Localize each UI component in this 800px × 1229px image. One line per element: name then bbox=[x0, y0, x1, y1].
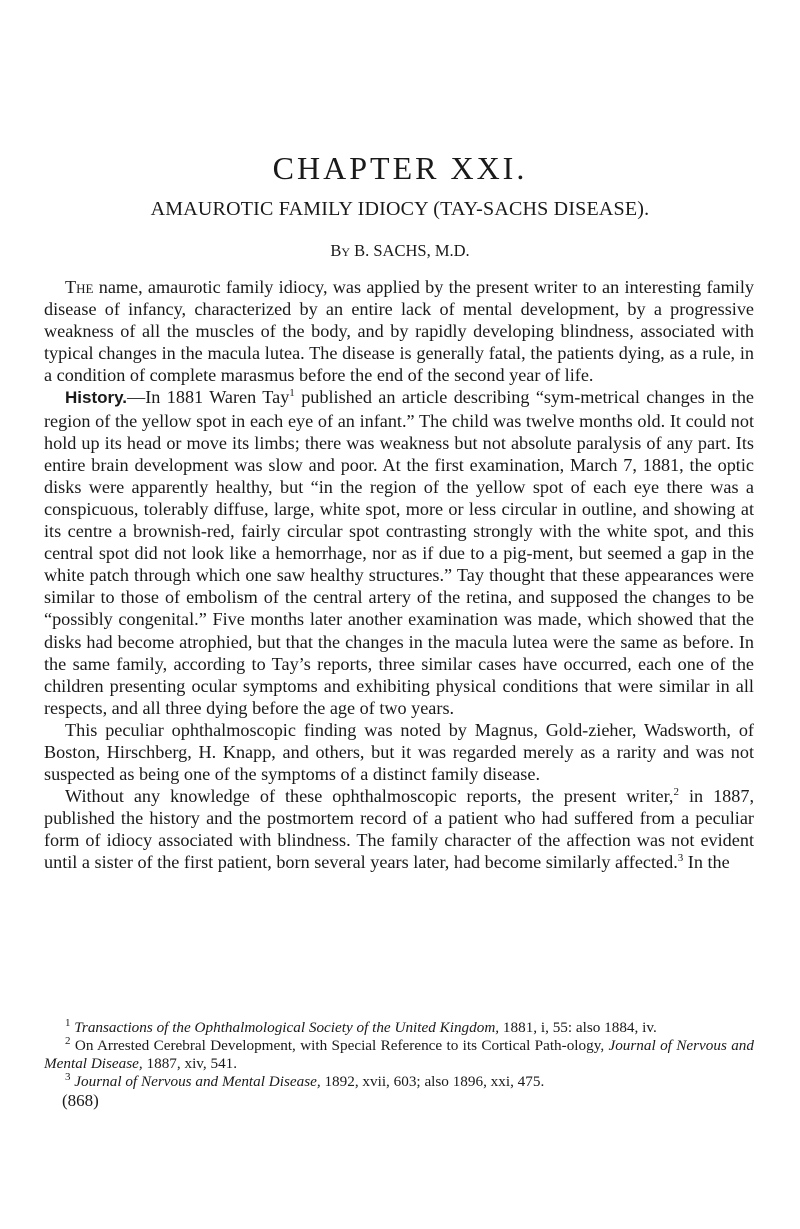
footnote-num: 3 bbox=[65, 1070, 71, 1083]
footnote-detail: 1881, i, 55: also 1884, iv. bbox=[499, 1019, 657, 1036]
chapter-heading: CHAPTER XXI. bbox=[272, 150, 528, 186]
history-text-a: —In 1881 Waren Tay bbox=[127, 387, 290, 408]
footnote-num: 1 bbox=[65, 1016, 71, 1029]
byline-author: B. SACHS, M.D. bbox=[354, 241, 470, 260]
footnote-2 bbox=[44, 1034, 754, 1073]
footnote-1 bbox=[44, 1016, 754, 1037]
intro-paragraph bbox=[44, 276, 754, 386]
intro-text: name, amaurotic family idiocy, was applied by the present writer to an interesting family disease of infancy, characterized by an entire lack of mental development, by a progressive weakness of all the muscles of the body, and by rapidly developing blindness, associated with typical changes in the macula lutea. The disease is generally fatal, the patients dying, as a rule, in a condition of complete marasmus before the end of the second year of life. bbox=[44, 277, 754, 386]
footnote-detail: 1887, xiv, 541. bbox=[142, 1055, 238, 1072]
footnotes bbox=[44, 1016, 754, 1091]
footnote-ref-1: 1 bbox=[289, 387, 295, 400]
para4-text-b: in 1887, published the history and the postmortem record of a patient who had suffered from a peculiar form of idiocy associated with blindness. The family character of the affection was not evident until a sister of the first patient, born several years later, had become similarly affected. bbox=[44, 786, 754, 873]
footnote-3 bbox=[44, 1070, 754, 1091]
para4-text-c: In the bbox=[683, 852, 730, 873]
footnote-num: 2 bbox=[65, 1034, 71, 1047]
author-byline bbox=[0, 241, 800, 261]
main-text bbox=[44, 276, 754, 874]
footnote-ref-3: 3 bbox=[677, 852, 684, 865]
ophthalmoscopic-paragraph: This peculiar ophthalmoscopic finding was noted by Magnus, Gold-zieher, Wadsworth, of Boston, Hirschberg, H. Knapp, and others, but it was regarded merely as a rarity and was not suspected as being one of the symptoms of a distinct family disease. bbox=[44, 719, 754, 785]
footnote-source: Journal of Nervous and Mental Disease, bbox=[74, 1073, 321, 1090]
page-number: (868) bbox=[62, 1091, 99, 1110]
history-heading: History. bbox=[65, 388, 128, 408]
footnote-source: Transactions of the Ophthalmological Society of the United Kingdom, bbox=[74, 1019, 500, 1036]
intro-lead-word: The bbox=[65, 277, 94, 297]
footnote-ref-2: 2 bbox=[673, 786, 679, 799]
history-paragraph bbox=[44, 386, 754, 718]
footnote-source: Journal of Nervous and Mental Disease, bbox=[44, 1037, 754, 1072]
byline-by: By bbox=[330, 241, 350, 260]
footnote-detail: 1892, xvii, 603; also 1896, xxi, 475. bbox=[320, 1073, 545, 1090]
chapter-title: AMAUROTIC FAMILY IDIOCY (TAY-SACHS DISEASE). bbox=[150, 198, 650, 220]
history-text-b: published an article describing “sym-metrical changes in the region of the yellow spot in each eye of an infant.” The child was twelve months old. It could not hold up its head or move its limbs; there was weakness but not absolute paralysis of any part. Its entire brain development was slow and poor. At the first examination, March 7, 1881, the optic disks were apparently healthy, but “in the region of the yellow spot of each eye there was a conspicuous, tolerably diffuse, large, white spot, more or less circular in outline, and showing at its centre a brownish-red, fairly circular spot contrasting strongly with the white spot, and this central spot did not look like a hemorrhage, nor as if due to a pig-ment, but seemed a gap in the white patch through which one saw healthy structures.” Tay thought that these appearances were similar to those of embolism of the central artery of the retina, and supposed the changes to be “possibly congenital.” Five months later another examination was made, which showed that the disks had become atrophied, but that the changes in the macula lutea were the same as before. In the same family, according to Tay’s reports, three similar cases have occurred, each one of the children presenting ocular symptoms and exhibiting physical conditions that were similar in all respects, and all three dying before the age of two years. bbox=[44, 387, 754, 718]
footnote-article: On Arrested Cerebral Development, with Special Reference to its Cortical Path-ology, bbox=[74, 1037, 609, 1054]
para4-text-a: Without any knowledge of these ophthalmoscopic reports, the present writer, bbox=[65, 786, 674, 807]
sachs-report-paragraph bbox=[44, 785, 754, 873]
